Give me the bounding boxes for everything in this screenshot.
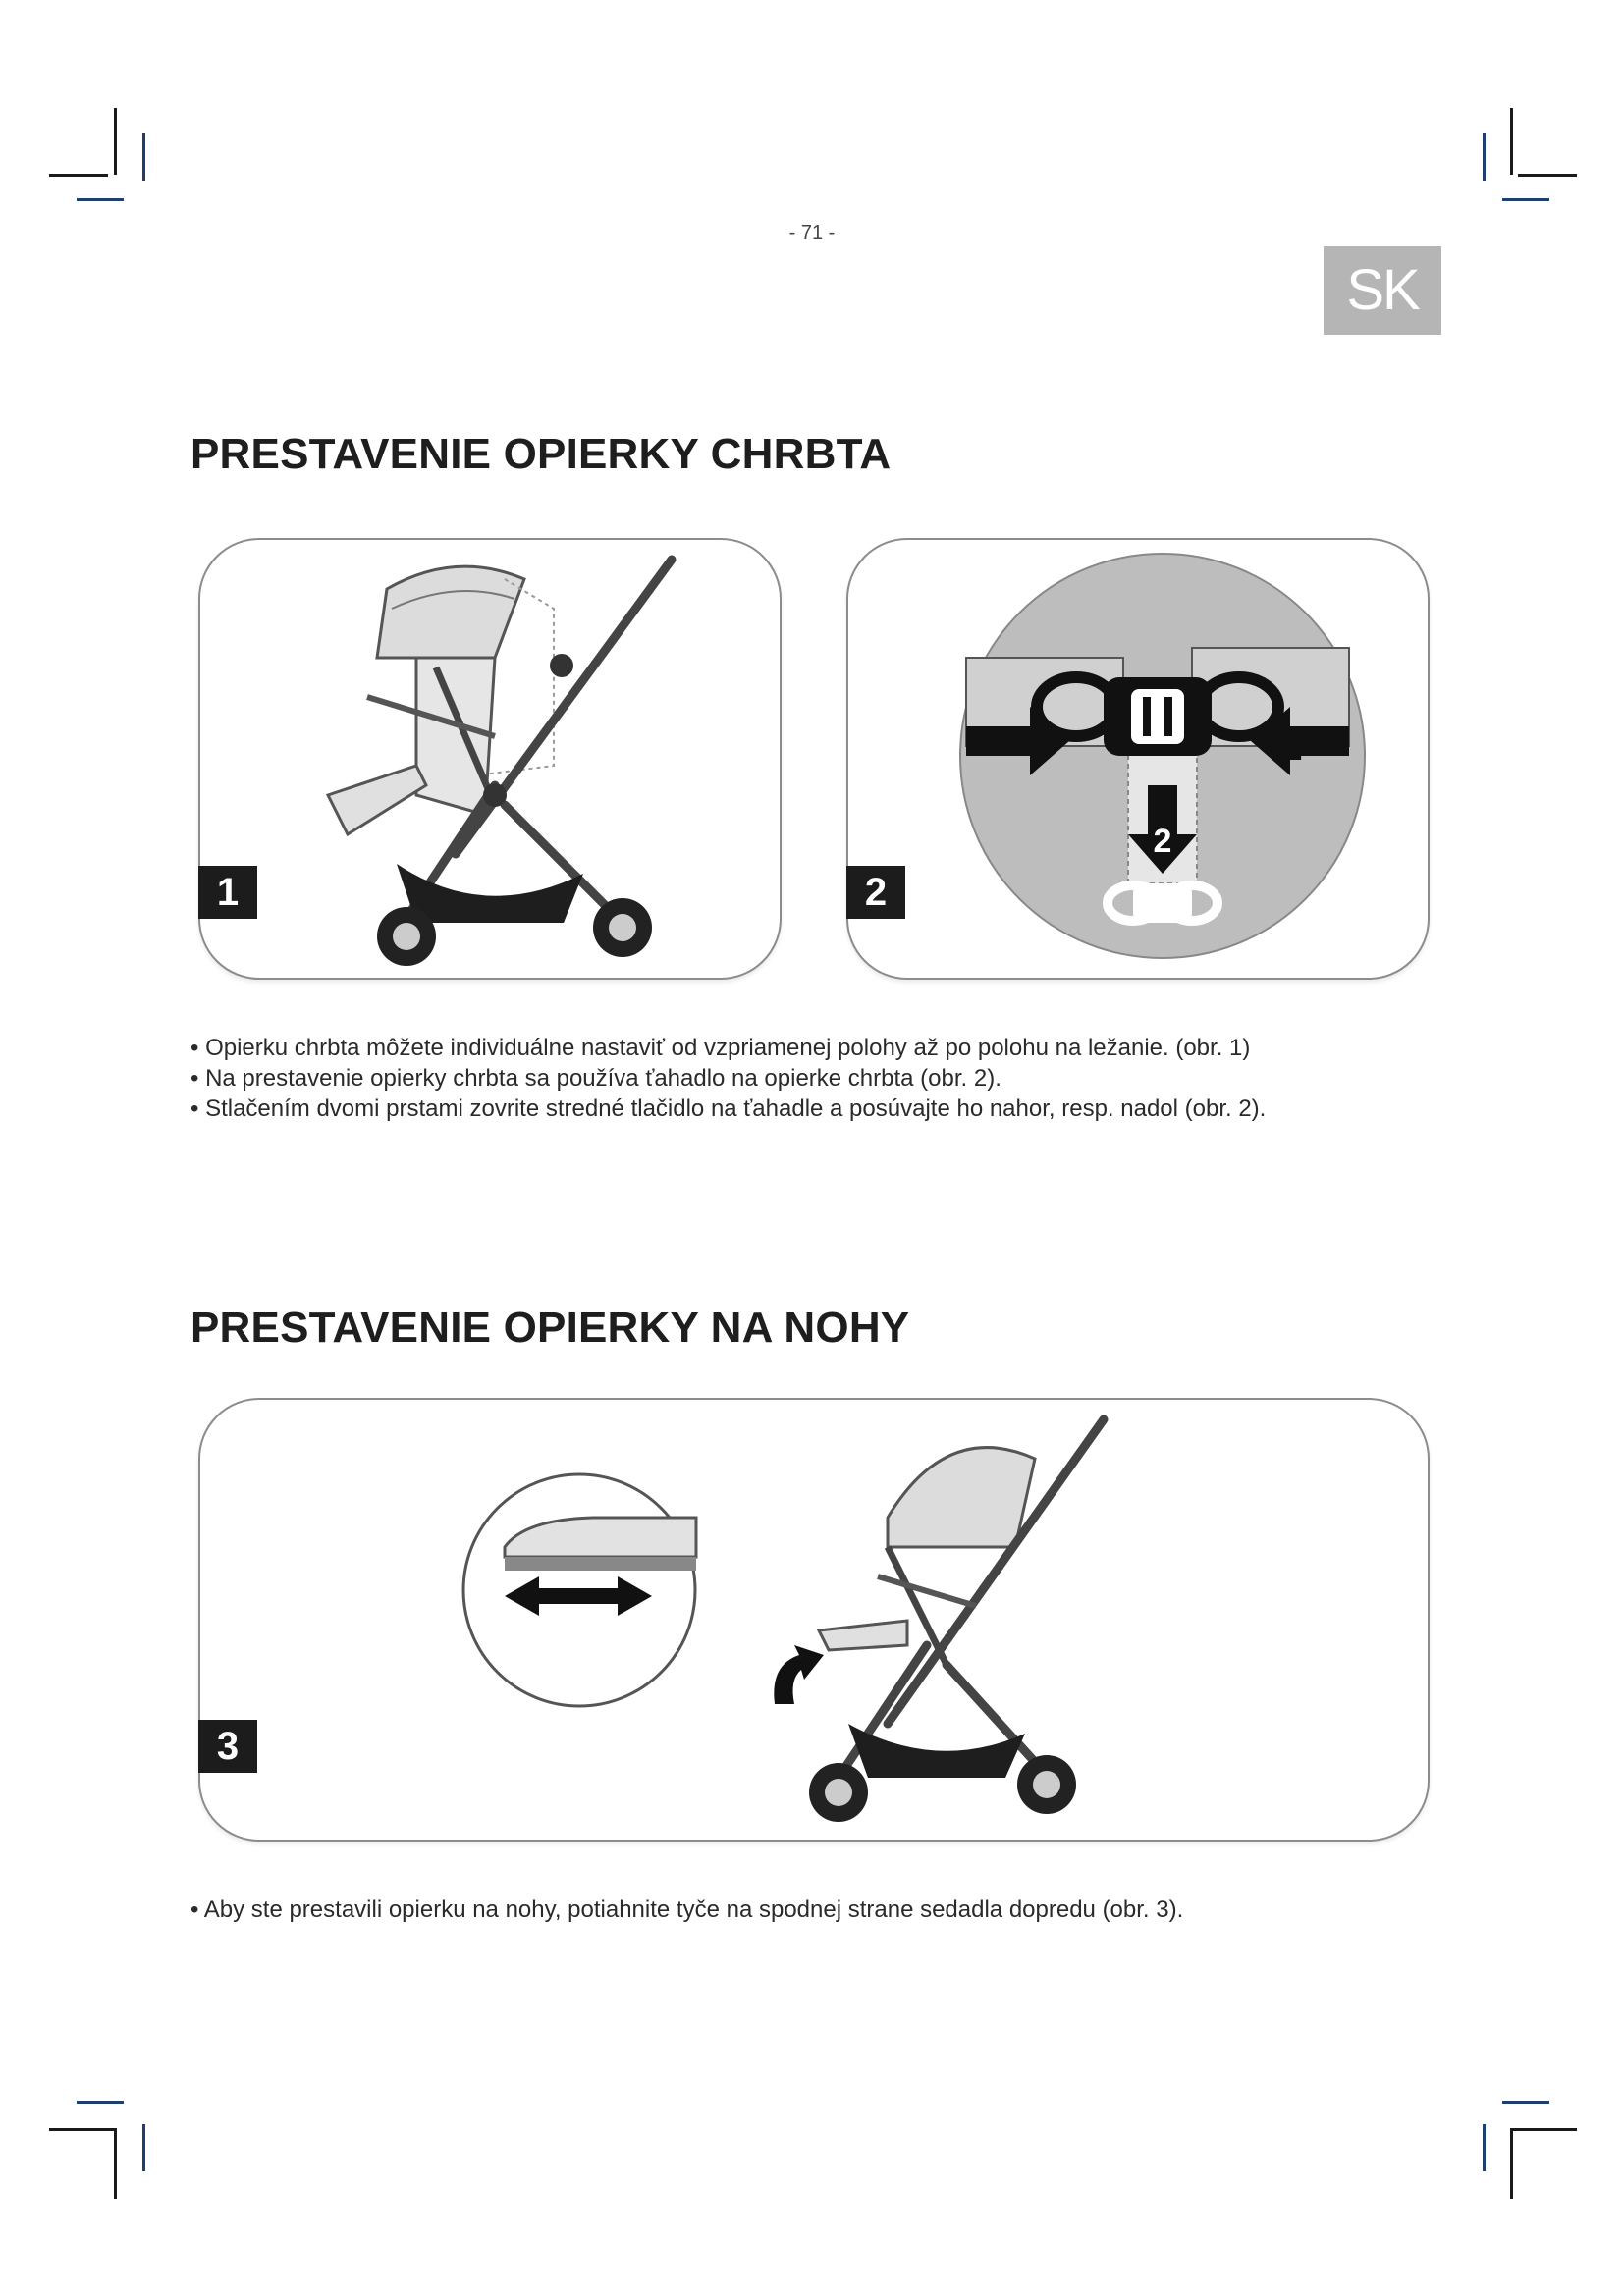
- section1-instructions: [190, 1033, 1266, 1124]
- arrow-label-down: 2: [1153, 823, 1172, 860]
- figure-3-panel: [198, 1398, 1430, 1842]
- section-heading-footrest: PRESTAVENIE OPIERKY NA NOHY: [190, 1304, 910, 1352]
- section2-instructions: [190, 1895, 1183, 1925]
- backrest-handle-illustration: [848, 540, 1428, 978]
- page-number: - 71 -: [788, 222, 836, 243]
- language-badge: SK: [1324, 246, 1441, 335]
- figure-label-2: 2: [846, 866, 905, 919]
- arrow-label-left: 1: [1280, 725, 1303, 769]
- arrow-icon: [774, 1645, 824, 1704]
- section-heading-backrest: PRESTAVENIE OPIERKY CHRBTA: [190, 430, 892, 478]
- figure-1-panel: [198, 538, 782, 980]
- figure-2-panel: [846, 538, 1430, 980]
- stroller-illustration: [200, 540, 780, 978]
- footrest-illustration: [200, 1400, 1428, 1840]
- figure-label-1: 1: [198, 866, 257, 919]
- instruction-item: • Aby ste prestavili opierku na nohy, potiahnite tyče na spodnej strane sedadla dopredu (obr. 3).: [190, 1895, 1183, 1925]
- instruction-item: • Na prestavenie opierky chrbta sa používa ťahadlo na opierke chrbta (obr. 2).: [190, 1063, 1266, 1094]
- figure-label-3: 3: [198, 1720, 257, 1773]
- instruction-item: • Stlačením dvomi prstami zovrite stredné tlačidlo na ťahadle a posúvajte ho nahor, resp. nadol (obr. 2).: [190, 1094, 1266, 1124]
- instruction-item: • Opierku chrbta môžete individuálne nastaviť od vzpriamenej polohy až po polohu na ležanie. (obr. 1): [190, 1033, 1266, 1063]
